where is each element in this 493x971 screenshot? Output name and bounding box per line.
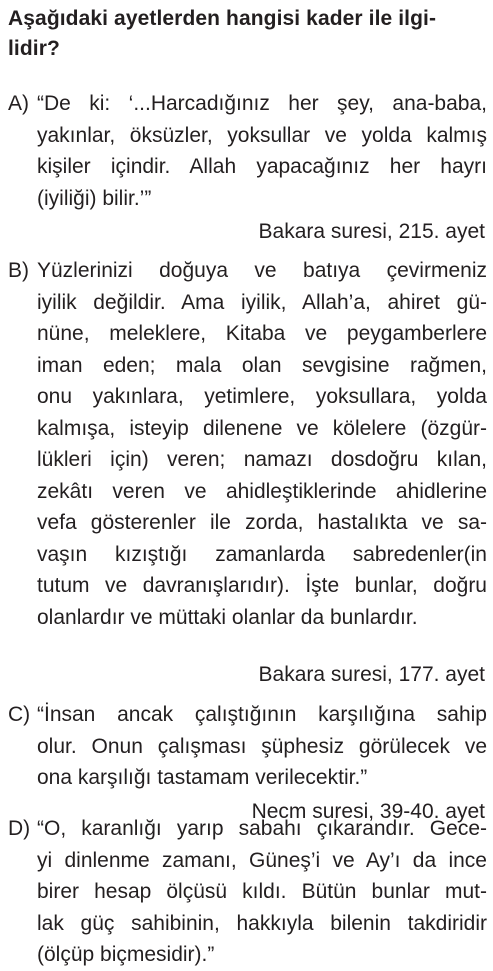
option-line: iman eden; mala olan sevgisine rağmen, <box>37 353 487 377</box>
option-line: nüne, meleklere, Kitaba ve peygamberlere <box>37 322 487 345</box>
option-line: (ölçüp biçmesidir).” <box>37 943 215 966</box>
option-line: yi dinlenme zamanı, Güneş’i ve Ay’ı da ince <box>37 848 487 872</box>
option-b-source: Bakara suresi, 177. ayet <box>258 663 485 686</box>
option-line: Yüzlerinizi doğuya ve batıya çevirmeniz <box>37 259 487 282</box>
option-line: vefa gösterenler ile zorda, hastalıkta ve sa- <box>37 511 487 534</box>
option-c-source: Necm suresi, 39-40. ayet <box>251 800 485 823</box>
option-line: kişiler içindir. Allah yapacağınız her hayrı <box>37 155 487 178</box>
option-letter: D) <box>8 817 31 840</box>
option-line: ona karşılığı tastamam verilecektir.” <box>37 766 368 789</box>
question-line: lidir? <box>8 37 60 60</box>
option-text <box>37 88 487 214</box>
option-line: birer hesap ölçüsü kıldı. Bütün bunlar mut- <box>37 880 487 903</box>
option-line: “De ki: ‘...Harcadığınız her şey, ana-baba, <box>37 92 487 115</box>
option-line: tutum ve davranışlarıdır). İşte bunlar, doğru <box>37 574 487 597</box>
question-stem <box>8 4 486 64</box>
option-line: onu yakınlara, yetimlere, yoksullara, yolda <box>37 385 487 408</box>
option-line: yakınlar, öksüzler, yoksullar ve yolda kalmış <box>37 123 487 147</box>
option-line: “İnsan ancak çalıştığının karşılığına sahip <box>37 703 487 726</box>
option-line: lükleri için) veren; namazı dosdoğru kılan, <box>37 448 487 471</box>
option-line: zekâtı veren ve ahidleştiklerinde ahidlerine <box>37 479 487 503</box>
option-text <box>37 699 487 794</box>
question-line: Aşağıdaki ayetlerden hangisi kader ile ilgi- <box>8 7 437 30</box>
option-letter: A) <box>8 92 29 115</box>
option-line: “O, karanlığı yarıp sabahı çıkarandır. Gece- <box>37 817 487 840</box>
option-text <box>37 813 487 971</box>
option-line: vaşın kızıştığı zamanlarda sabredenler(in <box>37 542 487 566</box>
option-letter: B) <box>8 259 29 282</box>
option-text <box>37 255 487 633</box>
option-line: olanlardır ve müttaki olanlar da bunlardır. <box>37 605 418 629</box>
option-line: iyilik değildir. Ama iyilik, Allah’a, ahiret gü- <box>37 290 487 314</box>
option-line: lak güç sahibinin, hakkıyla bilenin takdiridir <box>37 911 487 935</box>
option-line: olur. Onun çalışması şüphesiz görülecek ve <box>37 734 487 758</box>
option-a-source: Bakara suresi, 215. ayet <box>258 220 485 243</box>
option-line: kalmışa, isteyip dilenene ve kölelere (özgür- <box>37 416 487 440</box>
option-letter: C) <box>8 703 31 726</box>
option-line: (iyiliği) bilir.’” <box>37 186 152 210</box>
